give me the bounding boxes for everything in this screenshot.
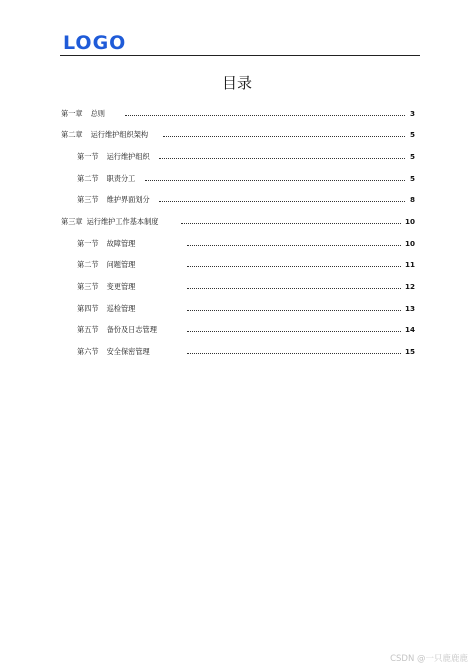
toc-entry-title: 巡检管理 [106,304,136,313]
toc-entry-title: 备份及日志管理 [106,325,157,334]
toc-entry[interactable] [77,238,415,249]
toc-entry-label [77,238,135,249]
toc-entry-number: 第三章 [61,217,83,226]
toc-entry-page: 12 [404,282,415,291]
toc-entry-page: 3 [409,109,415,118]
toc-entry-label [77,173,135,184]
toc-entry-page: 5 [409,130,415,139]
toc-entry-title: 运行维护组织 [106,152,150,161]
toc-leader [187,331,401,332]
toc-entry-number: 第一节 [77,239,99,248]
toc-entry-page: 14 [404,325,415,334]
toc-leader [181,223,401,224]
toc-entry-label [61,216,158,227]
toc-entry-label [77,259,135,270]
toc-entry-title: 问题管理 [106,260,136,269]
toc-entry-number: 第二节 [77,260,99,269]
toc-leader [187,288,401,289]
toc-leader [163,136,405,137]
toc-leader [159,201,405,202]
toc-entry-number: 第四节 [77,304,99,313]
logo: LOGO [63,32,127,54]
toc-entry[interactable] [61,216,415,227]
toc-entry-page: 10 [404,239,415,248]
toc-entry-label [77,346,150,357]
toc-entry-title: 变更管理 [106,282,136,291]
toc-entry[interactable] [77,346,415,357]
toc-entry-number: 第一节 [77,152,99,161]
toc-entry-title: 总则 [90,109,105,118]
toc-entry-number: 第三节 [77,195,99,204]
toc-entry-page: 5 [409,174,415,183]
toc-leader [187,245,401,246]
toc-leader [159,158,405,159]
toc-entry-number: 第六节 [77,347,99,356]
toc-entry-label [77,324,157,335]
toc-entry[interactable] [77,151,415,162]
toc-entry-label [77,303,135,314]
toc-entry[interactable] [61,129,415,140]
toc-leader [187,310,401,311]
watermark: CSDN @一只鹿鹿鹿 [390,653,468,664]
toc-entry[interactable] [77,324,415,335]
toc-leader [125,115,405,116]
toc-entry-page: 11 [404,260,415,269]
toc-entry-label [61,129,148,140]
toc-entry-page: 8 [409,195,415,204]
toc-entry-number: 第二章 [61,130,83,139]
toc-entry-number: 第三节 [77,282,99,291]
toc-leader [187,266,401,267]
header-divider [60,55,420,56]
toc-entry-number: 第二节 [77,174,99,183]
toc-entry-label [77,151,150,162]
toc-title: 目录 [221,74,252,92]
toc-leader [145,180,405,181]
toc-leader [187,353,401,354]
toc-entry-page: 15 [404,347,415,356]
toc-entry-title: 安全保密管理 [106,347,150,356]
toc-entry-number: 第五节 [77,325,99,334]
toc-entry-number: 第一章 [61,109,83,118]
toc-entry-page: 10 [404,217,415,226]
toc-entry[interactable] [77,281,415,292]
toc-entry[interactable] [77,303,415,314]
toc-entry-page: 13 [404,304,415,313]
toc-entry-label [61,108,105,119]
toc-entry[interactable] [77,194,415,205]
toc-entry-page: 5 [409,152,415,161]
toc-entry-title: 故障管理 [106,239,136,248]
toc-entry[interactable] [77,173,415,184]
toc-entry-label [77,194,150,205]
toc-entry-title: 运行维护工作基本制度 [86,217,159,226]
toc-entry-title: 职责分工 [106,174,136,183]
toc-entry[interactable] [61,108,415,119]
toc-entry-title: 运行维护组织架构 [90,130,149,139]
toc-entry-title: 维护界面划分 [106,195,150,204]
toc-entry[interactable] [77,259,415,270]
toc-entry-label [77,281,135,292]
